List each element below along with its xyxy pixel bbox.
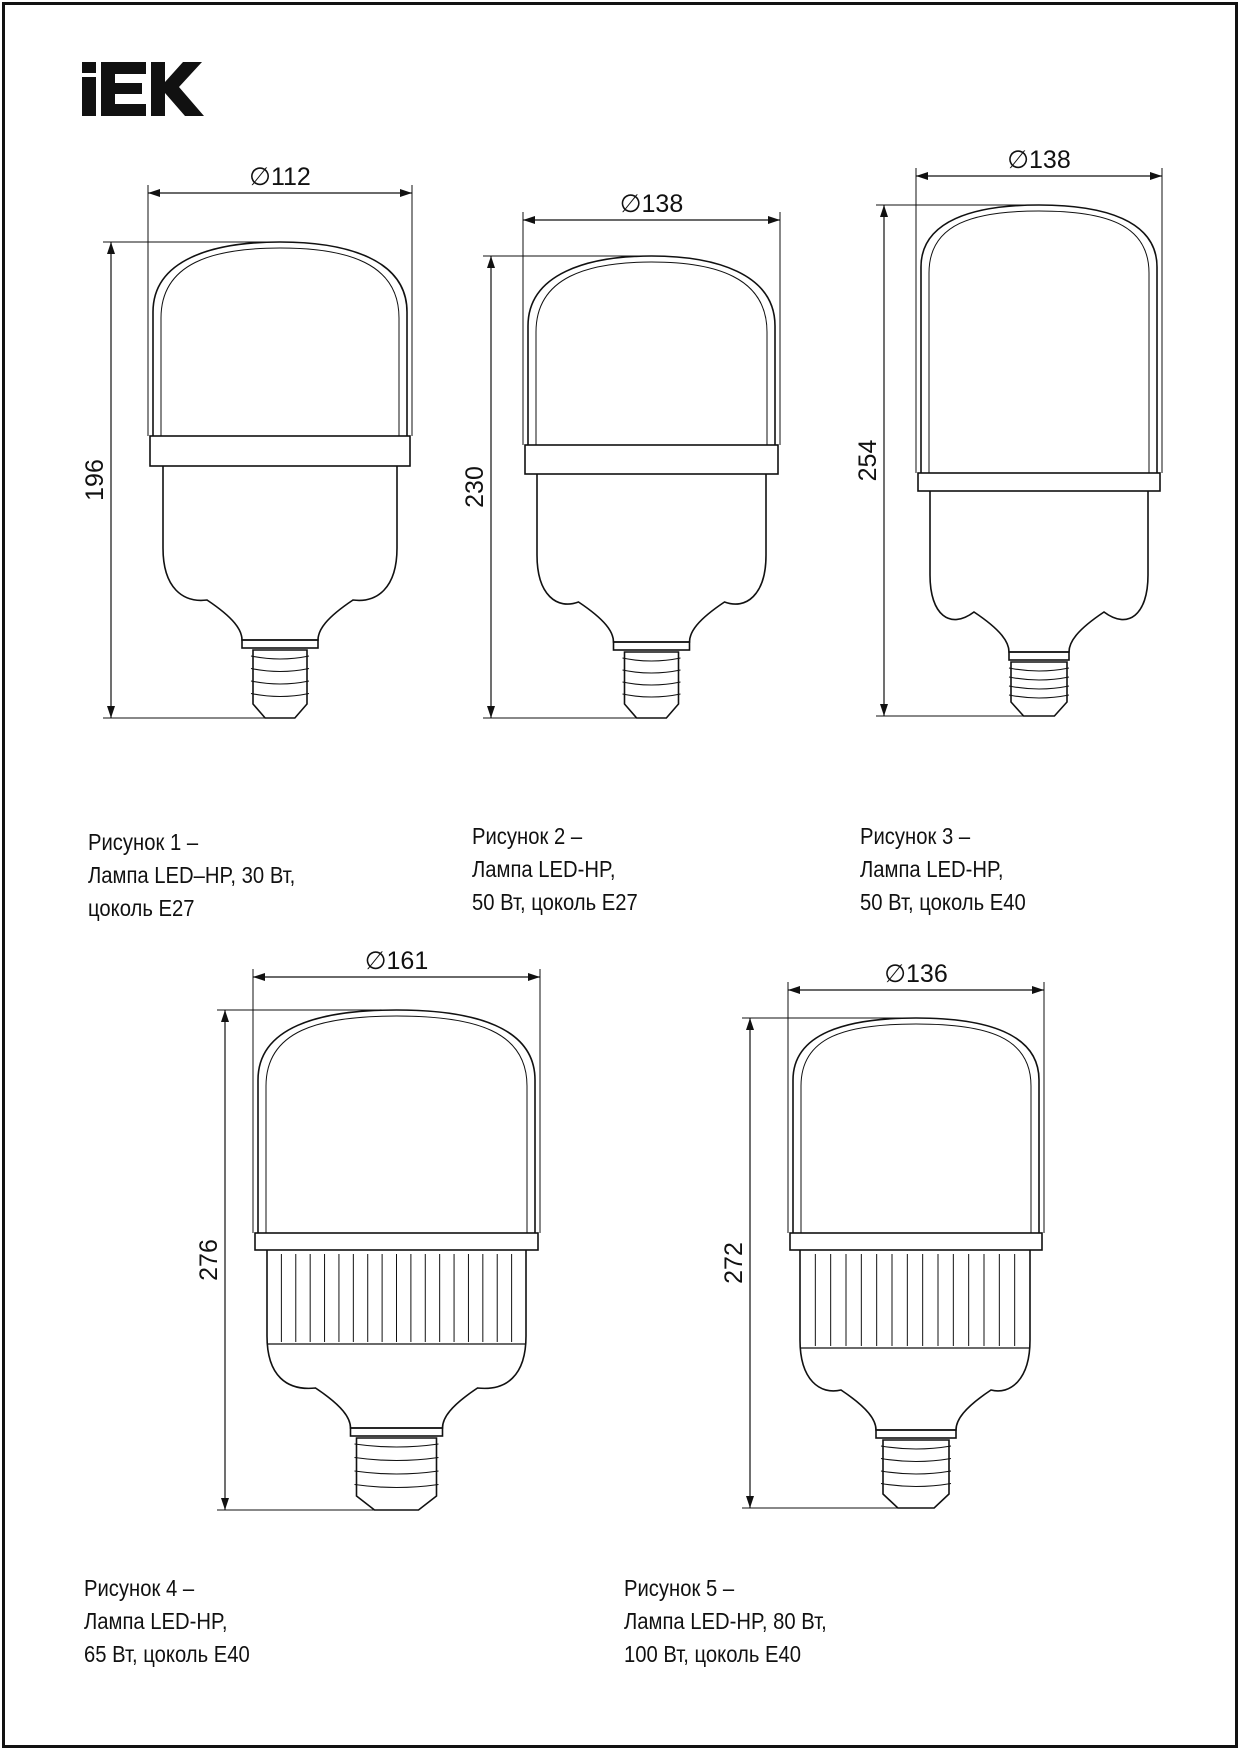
- arrowhead: [148, 189, 160, 197]
- caption-line: Лампа LED-HP,: [472, 856, 616, 882]
- base-thread: [251, 681, 309, 684]
- lamp-housing: [930, 491, 1148, 652]
- base-thread: [623, 694, 681, 697]
- arrowhead: [107, 706, 115, 718]
- base-thread: [1009, 677, 1069, 680]
- lamp-diffuser-inner: [929, 211, 1149, 473]
- height-label: 254: [854, 439, 882, 482]
- lamp-collar: [525, 445, 778, 474]
- caption-line: 100 Вт, цоколь E40: [624, 1641, 802, 1667]
- caption-line: 50 Вт, цоколь E27: [472, 889, 638, 915]
- lamp-diffuser: [153, 242, 407, 436]
- caption-line: Рисунок 2 –: [472, 823, 583, 849]
- caption-line: Лампа LED-HP,: [84, 1608, 228, 1634]
- figure-3-caption: [860, 820, 1026, 919]
- lamp-diffuser: [258, 1010, 535, 1233]
- base-thread: [881, 1459, 951, 1462]
- caption-line: Рисунок 4 –: [84, 1575, 195, 1601]
- arrowhead: [768, 216, 780, 224]
- caption-line: Лампа LED-HP,: [860, 856, 1004, 882]
- arrowhead: [1150, 172, 1162, 180]
- lamp-neck-ring: [351, 1428, 443, 1436]
- base-thread: [251, 694, 309, 697]
- arrowhead: [1032, 986, 1044, 994]
- base-thread: [355, 1471, 439, 1474]
- lamp-diffuser: [793, 1018, 1039, 1233]
- base-thread: [1009, 695, 1069, 698]
- figure-2-caption: [472, 820, 638, 919]
- height-label: 272: [720, 1242, 748, 1284]
- arrowhead: [487, 706, 495, 718]
- base-thread: [251, 656, 309, 659]
- diameter-label: ∅138: [619, 190, 684, 218]
- base-thread: [623, 658, 681, 661]
- lamp-figure-4: [195, 947, 540, 1510]
- lamp-collar: [150, 436, 410, 466]
- arrowhead: [880, 205, 888, 217]
- diameter-label: ∅161: [364, 947, 429, 975]
- arrowhead: [487, 256, 495, 268]
- diameter-label: ∅138: [1007, 146, 1071, 174]
- lamp-diffuser-inner: [266, 1016, 527, 1233]
- arrowhead: [221, 1498, 229, 1510]
- base-thread: [623, 682, 681, 685]
- caption-line: 50 Вт, цоколь E40: [860, 889, 1026, 915]
- base-thread: [881, 1446, 951, 1449]
- arrowhead: [788, 986, 800, 994]
- height-label: 196: [81, 459, 109, 501]
- arrowhead: [880, 704, 888, 716]
- figure-5-caption: [624, 1572, 827, 1671]
- lamp-figure-5: [720, 960, 1044, 1508]
- caption-line: Рисунок 3 –: [860, 823, 971, 849]
- caption-line: Лампа LED-HP, 80 Вт,: [624, 1608, 827, 1634]
- caption-line: Рисунок 1 –: [88, 829, 199, 855]
- diameter-label: ∅112: [249, 163, 311, 191]
- lamp-diffuser-inner: [536, 262, 767, 445]
- lamp-housing: [800, 1250, 1030, 1430]
- lamp-housing: [537, 474, 766, 642]
- base-thread: [881, 1471, 951, 1474]
- arrowhead: [107, 242, 115, 254]
- arrowhead: [221, 1010, 229, 1022]
- lamp-collar: [918, 473, 1160, 491]
- height-label: 230: [461, 466, 489, 508]
- arrowhead: [253, 973, 265, 981]
- arrowhead: [746, 1018, 754, 1030]
- base-thread: [623, 670, 681, 673]
- base-thread: [355, 1485, 439, 1488]
- figure-4-caption: [84, 1572, 250, 1671]
- lamp-neck-ring: [876, 1430, 956, 1438]
- caption-line: Рисунок 5 –: [624, 1575, 735, 1601]
- base-thread: [881, 1484, 951, 1487]
- base-thread: [355, 1444, 439, 1447]
- lamp-collar: [790, 1233, 1042, 1250]
- caption-line: 65 Вт, цоколь E40: [84, 1641, 250, 1667]
- base-thread: [251, 669, 309, 672]
- lamp-figure-3: [854, 146, 1162, 716]
- lamp-figure-2: [461, 190, 780, 718]
- lamp-diffuser: [921, 205, 1157, 473]
- height-label: 276: [195, 1239, 223, 1281]
- arrowhead: [523, 216, 535, 224]
- figure-1-caption: [88, 826, 295, 925]
- caption-line: цоколь E27: [88, 895, 195, 921]
- base-thread: [1009, 686, 1069, 689]
- arrowhead: [400, 189, 412, 197]
- lamp-diffuser-inner: [161, 248, 399, 436]
- lamp-neck-ring: [242, 640, 318, 648]
- lamp-housing: [163, 466, 397, 640]
- lamp-neck-ring: [614, 642, 690, 650]
- lamp-diffuser-inner: [801, 1024, 1031, 1233]
- arrowhead: [916, 172, 928, 180]
- lamp-figure-1: [81, 163, 412, 718]
- lamp-neck-ring: [1009, 652, 1069, 660]
- diameter-label: ∅136: [884, 960, 948, 988]
- caption-line: Лампа LED–HP, 30 Вт,: [88, 862, 296, 888]
- arrowhead: [528, 973, 540, 981]
- base-thread: [1009, 668, 1069, 671]
- lamp-collar: [255, 1233, 538, 1250]
- lamp-diffuser: [528, 256, 775, 445]
- base-thread: [355, 1458, 439, 1461]
- arrowhead: [746, 1496, 754, 1508]
